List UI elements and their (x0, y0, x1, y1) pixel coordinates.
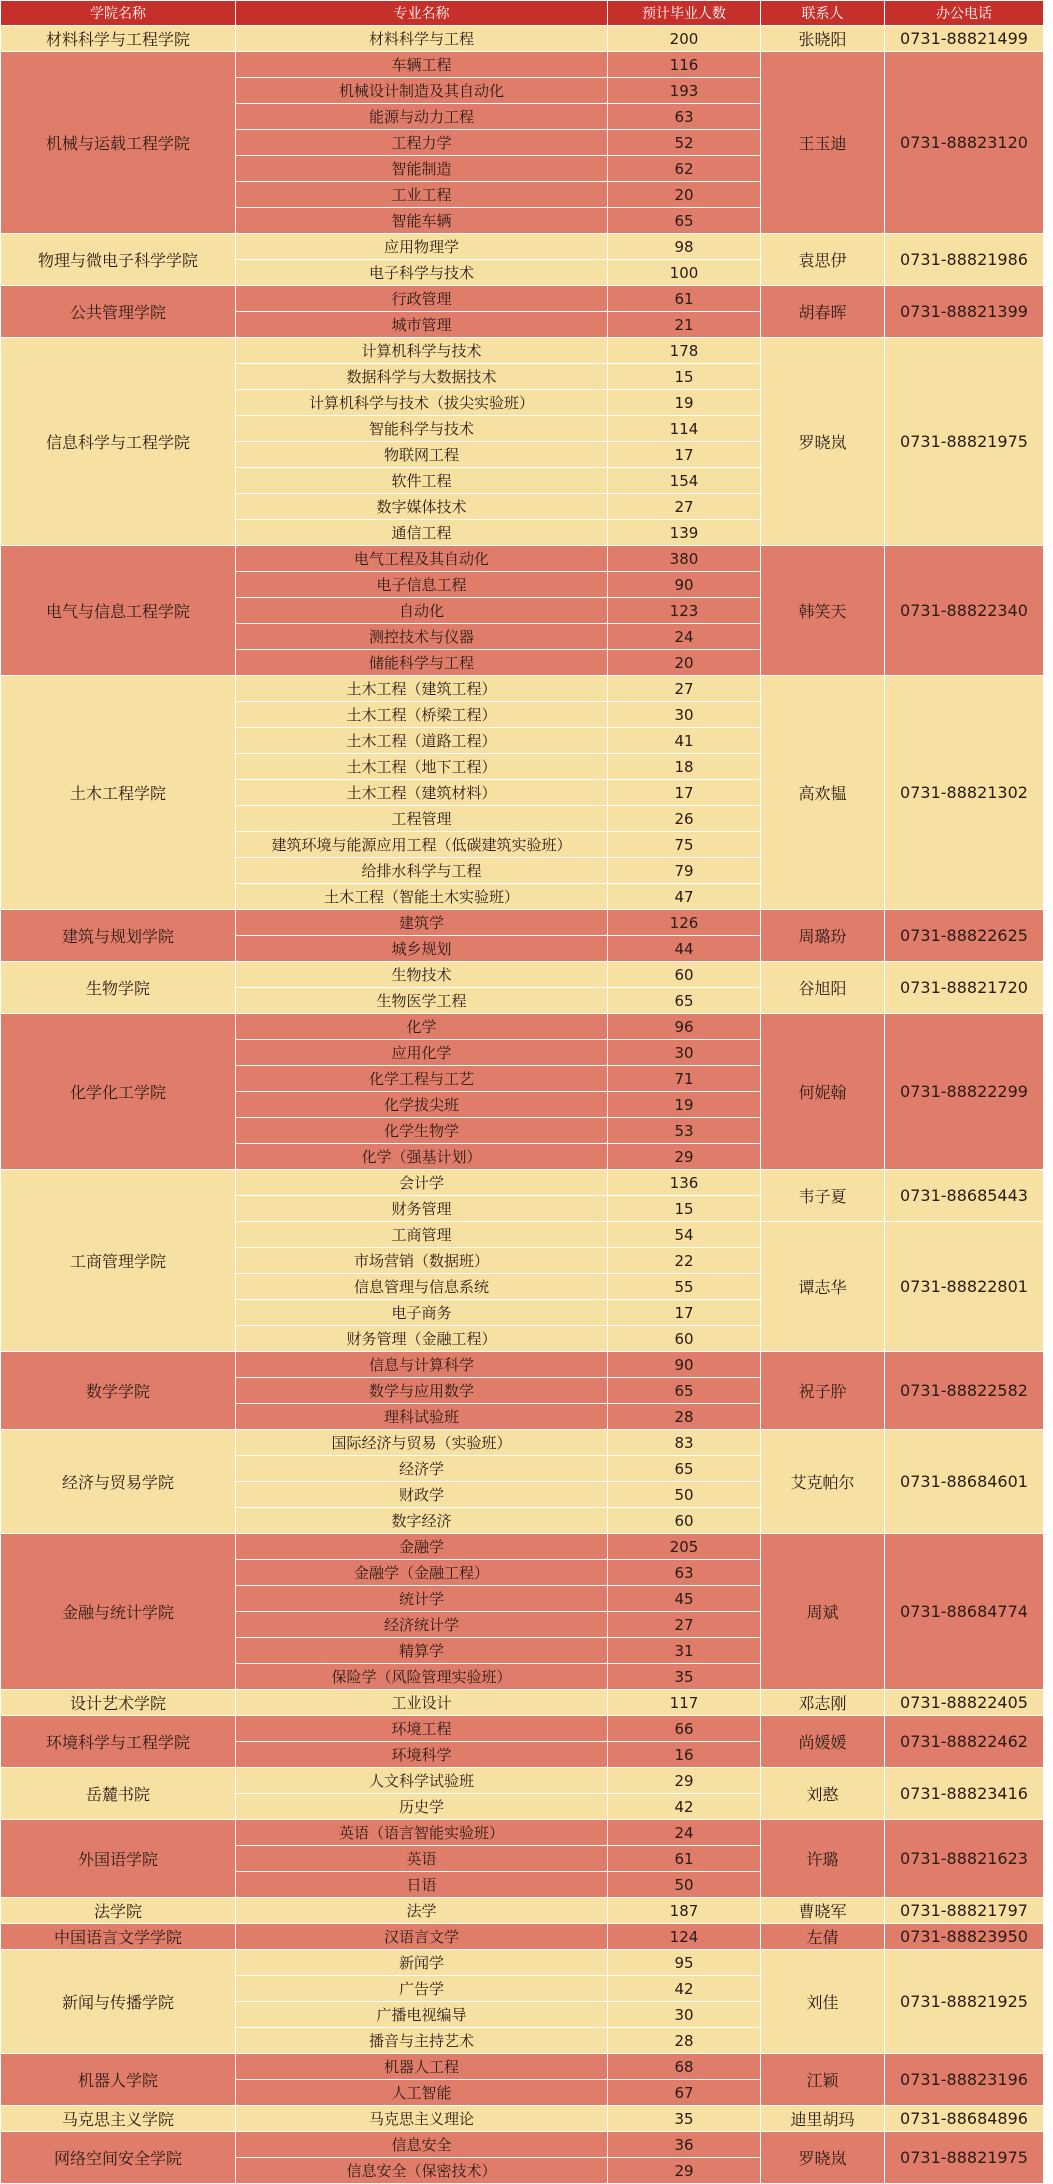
major-name-cell: 化学（强基计划） (236, 1144, 608, 1170)
graduate-count-cell: 30 (608, 702, 761, 728)
major-name-cell: 历史学 (236, 1794, 608, 1820)
graduate-count-cell: 100 (608, 260, 761, 286)
major-name-cell: 给排水科学与工程 (236, 858, 608, 884)
college-name-cell: 新闻与传播学院 (1, 1950, 236, 2054)
major-name-cell: 理科试验班 (236, 1404, 608, 1430)
graduate-count-cell: 60 (608, 1326, 761, 1352)
major-name-cell: 播音与主持艺术 (236, 2028, 608, 2054)
major-name-cell: 工程力学 (236, 130, 608, 156)
graduate-count-cell: 90 (608, 572, 761, 598)
table-row (1, 546, 1044, 572)
major-name-cell: 建筑环境与能源应用工程（低碳建筑实验班） (236, 832, 608, 858)
graduate-count-cell: 17 (608, 1300, 761, 1326)
major-name-cell: 能源与动力工程 (236, 104, 608, 130)
office-phone-cell: 0731-88684896 (885, 2106, 1044, 2132)
major-name-cell: 化学生物学 (236, 1118, 608, 1144)
table-row (1, 962, 1044, 988)
graduate-count-cell: 19 (608, 390, 761, 416)
header-college: 学院名称 (1, 1, 236, 26)
college-name-cell: 生物学院 (1, 962, 236, 1014)
college-name-cell: 设计艺术学院 (1, 1690, 236, 1716)
graduate-count-cell: 178 (608, 338, 761, 364)
major-name-cell: 电子信息工程 (236, 572, 608, 598)
graduate-count-cell: 27 (608, 1612, 761, 1638)
major-name-cell: 工程管理 (236, 806, 608, 832)
college-name-cell: 信息科学与工程学院 (1, 338, 236, 546)
major-name-cell: 化学工程与工艺 (236, 1066, 608, 1092)
major-name-cell: 英语 (236, 1846, 608, 1872)
graduate-count-cell: 116 (608, 52, 761, 78)
graduate-count-cell: 24 (608, 624, 761, 650)
graduate-count-cell: 63 (608, 104, 761, 130)
table-row (1, 1014, 1044, 1040)
college-name-cell: 土木工程学院 (1, 676, 236, 910)
graduate-count-cell: 83 (608, 1430, 761, 1456)
major-name-cell: 马克思主义理论 (236, 2106, 608, 2132)
major-name-cell: 人工智能 (236, 2080, 608, 2106)
table-row (1, 676, 1044, 702)
major-name-cell: 计算机科学与技术（拔尖实验班） (236, 390, 608, 416)
major-name-cell: 法学 (236, 1898, 608, 1924)
graduate-count-cell: 187 (608, 1898, 761, 1924)
office-phone-cell: 0731-88822625 (885, 910, 1044, 962)
college-name-cell: 数学学院 (1, 1352, 236, 1430)
contact-name-cell: 罗晓岚 (761, 338, 885, 546)
graduate-count-cell: 54 (608, 1222, 761, 1248)
office-phone-cell: 0731-88821975 (885, 2132, 1044, 2184)
graduate-count-cell: 65 (608, 1378, 761, 1404)
office-phone-cell: 0731-88822340 (885, 546, 1044, 676)
table-row (1, 286, 1044, 312)
graduate-count-cell: 75 (608, 832, 761, 858)
major-name-cell: 机器人工程 (236, 2054, 608, 2080)
graduate-count-cell: 61 (608, 286, 761, 312)
major-name-cell: 财政学 (236, 1482, 608, 1508)
office-phone-cell: 0731-88822801 (885, 1222, 1044, 1352)
major-name-cell: 电气工程及其自动化 (236, 546, 608, 572)
major-name-cell: 土木工程（建筑材料） (236, 780, 608, 806)
graduate-count-cell: 117 (608, 1690, 761, 1716)
graduate-count-cell: 193 (608, 78, 761, 104)
college-name-cell: 马克思主义学院 (1, 2106, 236, 2132)
contact-name-cell: 祝子肸 (761, 1352, 885, 1430)
graduate-count-cell: 136 (608, 1170, 761, 1196)
major-name-cell: 信息安全 (236, 2132, 608, 2158)
major-name-cell: 电子商务 (236, 1300, 608, 1326)
table-row (1, 2132, 1044, 2158)
major-name-cell: 广播电视编导 (236, 2002, 608, 2028)
graduate-count-cell: 17 (608, 780, 761, 806)
graduate-count-cell: 123 (608, 598, 761, 624)
contact-name-cell: 曹晓军 (761, 1898, 885, 1924)
graduate-count-cell: 50 (608, 1872, 761, 1898)
college-name-cell: 材料科学与工程学院 (1, 26, 236, 52)
major-name-cell: 储能科学与工程 (236, 650, 608, 676)
major-name-cell: 机械设计制造及其自动化 (236, 78, 608, 104)
office-phone-cell: 0731-88821399 (885, 286, 1044, 338)
graduate-count-cell: 16 (608, 1742, 761, 1768)
major-name-cell: 会计学 (236, 1170, 608, 1196)
major-name-cell: 化学拔尖班 (236, 1092, 608, 1118)
college-name-cell: 物理与微电子科学学院 (1, 234, 236, 286)
table-row (1, 1924, 1044, 1950)
graduate-count-cell: 205 (608, 1534, 761, 1560)
graduate-count-cell: 71 (608, 1066, 761, 1092)
major-name-cell: 电子科学与技术 (236, 260, 608, 286)
college-name-cell: 经济与贸易学院 (1, 1430, 236, 1534)
office-phone-cell: 0731-88823950 (885, 1924, 1044, 1950)
major-name-cell: 物联网工程 (236, 442, 608, 468)
major-name-cell: 土木工程（道路工程） (236, 728, 608, 754)
graduate-count-cell: 98 (608, 234, 761, 260)
header-row (1, 1, 1044, 26)
college-name-cell: 法学院 (1, 1898, 236, 1924)
graduate-count-cell: 124 (608, 1924, 761, 1950)
graduate-count-cell: 139 (608, 520, 761, 546)
major-name-cell: 工商管理 (236, 1222, 608, 1248)
major-name-cell: 环境科学 (236, 1742, 608, 1768)
graduate-count-cell: 35 (608, 1664, 761, 1690)
college-name-cell: 外国语学院 (1, 1820, 236, 1898)
graduate-count-cell: 66 (608, 1716, 761, 1742)
contact-name-cell: 迪里胡玛 (761, 2106, 885, 2132)
major-name-cell: 财务管理（金融工程） (236, 1326, 608, 1352)
table-row (1, 1820, 1044, 1846)
graduate-count-cell: 24 (608, 1820, 761, 1846)
major-name-cell: 生物技术 (236, 962, 608, 988)
contact-name-cell: 周斌 (761, 1534, 885, 1690)
graduate-count-cell: 47 (608, 884, 761, 910)
major-name-cell: 经济统计学 (236, 1612, 608, 1638)
contact-name-cell: 韦子夏 (761, 1170, 885, 1222)
table-row (1, 1898, 1044, 1924)
graduate-count-cell: 31 (608, 1638, 761, 1664)
contact-name-cell: 尚媛媛 (761, 1716, 885, 1768)
graduate-count-cell: 28 (608, 2028, 761, 2054)
office-phone-cell: 0731-88821797 (885, 1898, 1044, 1924)
table-row (1, 1950, 1044, 1976)
graduate-count-cell: 60 (608, 962, 761, 988)
table-row (1, 1768, 1044, 1794)
major-name-cell: 车辆工程 (236, 52, 608, 78)
contact-name-cell: 许璐 (761, 1820, 885, 1898)
graduate-count-cell: 55 (608, 1274, 761, 1300)
major-name-cell: 英语（语言智能实验班） (236, 1820, 608, 1846)
college-name-cell: 岳麓书院 (1, 1768, 236, 1820)
office-phone-cell: 0731-88684601 (885, 1430, 1044, 1534)
graduate-count-cell: 68 (608, 2054, 761, 2080)
major-name-cell: 材料科学与工程 (236, 26, 608, 52)
graduate-count-cell: 95 (608, 1950, 761, 1976)
contact-name-cell: 胡春晖 (761, 286, 885, 338)
major-name-cell: 自动化 (236, 598, 608, 624)
office-phone-cell: 0731-88821986 (885, 234, 1044, 286)
major-name-cell: 土木工程（地下工程） (236, 754, 608, 780)
major-name-cell: 精算学 (236, 1638, 608, 1664)
graduate-count-cell: 60 (608, 1508, 761, 1534)
graduate-count-cell: 62 (608, 156, 761, 182)
major-name-cell: 新闻学 (236, 1950, 608, 1976)
major-name-cell: 通信工程 (236, 520, 608, 546)
college-name-cell: 环境科学与工程学院 (1, 1716, 236, 1768)
college-name-cell: 中国语言文学学院 (1, 1924, 236, 1950)
major-name-cell: 数字经济 (236, 1508, 608, 1534)
major-name-cell: 金融学（金融工程） (236, 1560, 608, 1586)
graduate-count-cell: 27 (608, 494, 761, 520)
graduate-count-cell: 53 (608, 1118, 761, 1144)
graduate-count-cell: 63 (608, 1560, 761, 1586)
office-phone-cell: 0731-88821302 (885, 676, 1044, 910)
graduate-count-cell: 21 (608, 312, 761, 338)
major-name-cell: 智能科学与技术 (236, 416, 608, 442)
table-row (1, 910, 1044, 936)
graduate-count-cell: 65 (608, 1456, 761, 1482)
office-phone-cell: 0731-88821925 (885, 1950, 1044, 2054)
contact-name-cell: 周璐玢 (761, 910, 885, 962)
graduate-count-cell: 20 (608, 182, 761, 208)
table-row (1, 1430, 1044, 1456)
graduate-count-cell: 90 (608, 1352, 761, 1378)
major-name-cell: 数据科学与大数据技术 (236, 364, 608, 390)
major-name-cell: 城市管理 (236, 312, 608, 338)
graduate-count-cell: 18 (608, 754, 761, 780)
major-name-cell: 统计学 (236, 1586, 608, 1612)
graduate-count-cell: 154 (608, 468, 761, 494)
graduate-count-cell: 45 (608, 1586, 761, 1612)
graduate-count-cell: 29 (608, 1144, 761, 1170)
table-row (1, 1690, 1044, 1716)
office-phone-cell: 0731-88821499 (885, 26, 1044, 52)
major-name-cell: 信息与计算科学 (236, 1352, 608, 1378)
major-name-cell: 数学与应用数学 (236, 1378, 608, 1404)
graduate-count-cell: 15 (608, 364, 761, 390)
major-name-cell: 财务管理 (236, 1196, 608, 1222)
graduate-count-cell: 28 (608, 1404, 761, 1430)
major-name-cell: 土木工程（桥梁工程） (236, 702, 608, 728)
table-row (1, 1534, 1044, 1560)
major-name-cell: 智能制造 (236, 156, 608, 182)
major-name-cell: 建筑学 (236, 910, 608, 936)
major-name-cell: 经济学 (236, 1456, 608, 1482)
contact-name-cell: 张晓阳 (761, 26, 885, 52)
graduate-count-cell: 50 (608, 1482, 761, 1508)
major-name-cell: 金融学 (236, 1534, 608, 1560)
header-count: 预计毕业人数 (608, 1, 761, 26)
major-name-cell: 智能车辆 (236, 208, 608, 234)
office-phone-cell: 0731-88822299 (885, 1014, 1044, 1170)
college-name-cell: 工商管理学院 (1, 1170, 236, 1352)
table-body (1, 26, 1044, 2184)
office-phone-cell: 0731-88685443 (885, 1170, 1044, 1222)
table-row (1, 2106, 1044, 2132)
table-row (1, 234, 1044, 260)
college-name-cell: 机器人学院 (1, 2054, 236, 2106)
table-row (1, 2054, 1044, 2080)
contact-name-cell: 谭志华 (761, 1222, 885, 1352)
major-name-cell: 测控技术与仪器 (236, 624, 608, 650)
major-name-cell: 国际经济与贸易（实验班） (236, 1430, 608, 1456)
college-name-cell: 机械与运载工程学院 (1, 52, 236, 234)
graduate-count-cell: 67 (608, 2080, 761, 2106)
graduate-count-cell: 65 (608, 988, 761, 1014)
major-name-cell: 工业工程 (236, 182, 608, 208)
office-phone-cell: 0731-88823416 (885, 1768, 1044, 1820)
table-row (1, 1170, 1044, 1196)
header-contact: 联系人 (761, 1, 885, 26)
graduate-count-cell: 27 (608, 676, 761, 702)
graduate-count-cell: 65 (608, 208, 761, 234)
contact-name-cell: 江颖 (761, 2054, 885, 2106)
graduate-count-cell: 79 (608, 858, 761, 884)
graduate-count-cell: 29 (608, 2158, 761, 2184)
office-phone-cell: 0731-88822462 (885, 1716, 1044, 1768)
graduate-count-cell: 30 (608, 2002, 761, 2028)
major-name-cell: 生物医学工程 (236, 988, 608, 1014)
table-row (1, 26, 1044, 52)
graduate-count-cell: 42 (608, 1794, 761, 1820)
major-name-cell: 信息安全（保密技术） (236, 2158, 608, 2184)
college-name-cell: 网络空间安全学院 (1, 2132, 236, 2184)
major-name-cell: 数字媒体技术 (236, 494, 608, 520)
college-name-cell: 建筑与规划学院 (1, 910, 236, 962)
graduate-count-cell: 35 (608, 2106, 761, 2132)
graduate-count-cell: 17 (608, 442, 761, 468)
contact-name-cell: 罗晓岚 (761, 2132, 885, 2184)
major-name-cell: 广告学 (236, 1976, 608, 2002)
office-phone-cell: 0731-88823196 (885, 2054, 1044, 2106)
graduate-count-cell: 19 (608, 1092, 761, 1118)
major-name-cell: 信息管理与信息系统 (236, 1274, 608, 1300)
contact-name-cell: 左倩 (761, 1924, 885, 1950)
office-phone-cell: 0731-88684774 (885, 1534, 1044, 1690)
major-name-cell: 土木工程（智能土木实验班） (236, 884, 608, 910)
office-phone-cell: 0731-88821720 (885, 962, 1044, 1014)
college-name-cell: 化学化工学院 (1, 1014, 236, 1170)
contact-name-cell: 邓志刚 (761, 1690, 885, 1716)
major-name-cell: 行政管理 (236, 286, 608, 312)
contact-name-cell: 高欢韫 (761, 676, 885, 910)
graduate-count-cell: 41 (608, 728, 761, 754)
contact-name-cell: 何妮翰 (761, 1014, 885, 1170)
graduate-count-cell: 15 (608, 1196, 761, 1222)
header-phone: 办公电话 (885, 1, 1044, 26)
graduate-count-cell: 36 (608, 2132, 761, 2158)
office-phone-cell: 0731-88822582 (885, 1352, 1044, 1430)
contact-name-cell: 韩笑天 (761, 546, 885, 676)
major-name-cell: 土木工程（建筑工程） (236, 676, 608, 702)
contact-name-cell: 谷旭阳 (761, 962, 885, 1014)
major-name-cell: 人文科学试验班 (236, 1768, 608, 1794)
table-row (1, 1716, 1044, 1742)
graduate-count-cell: 44 (608, 936, 761, 962)
graduate-count-cell: 20 (608, 650, 761, 676)
college-name-cell: 金融与统计学院 (1, 1534, 236, 1690)
office-phone-cell: 0731-88821623 (885, 1820, 1044, 1898)
graduate-count-cell: 29 (608, 1768, 761, 1794)
major-name-cell: 汉语言文学 (236, 1924, 608, 1950)
major-name-cell: 应用化学 (236, 1040, 608, 1066)
table-row (1, 52, 1044, 78)
contact-name-cell: 刘佳 (761, 1950, 885, 2054)
major-name-cell: 城乡规划 (236, 936, 608, 962)
major-name-cell: 保险学（风险管理实验班） (236, 1664, 608, 1690)
graduate-count-cell: 96 (608, 1014, 761, 1040)
major-name-cell: 应用物理学 (236, 234, 608, 260)
office-phone-cell: 0731-88821975 (885, 338, 1044, 546)
graduate-count-cell: 126 (608, 910, 761, 936)
graduate-count-cell: 200 (608, 26, 761, 52)
college-name-cell: 公共管理学院 (1, 286, 236, 338)
graduate-count-cell: 26 (608, 806, 761, 832)
table-row (1, 1352, 1044, 1378)
contact-name-cell: 袁思伊 (761, 234, 885, 286)
graduate-count-cell: 52 (608, 130, 761, 156)
header-major: 专业名称 (236, 1, 608, 26)
graduate-count-cell: 380 (608, 546, 761, 572)
graduate-count-cell: 22 (608, 1248, 761, 1274)
major-name-cell: 软件工程 (236, 468, 608, 494)
college-name-cell: 电气与信息工程学院 (1, 546, 236, 676)
office-phone-cell: 0731-88823120 (885, 52, 1044, 234)
office-phone-cell: 0731-88822405 (885, 1690, 1044, 1716)
major-name-cell: 环境工程 (236, 1716, 608, 1742)
major-name-cell: 计算机科学与技术 (236, 338, 608, 364)
contact-name-cell: 王玉迪 (761, 52, 885, 234)
major-name-cell: 工业设计 (236, 1690, 608, 1716)
major-name-cell: 化学 (236, 1014, 608, 1040)
table-row (1, 338, 1044, 364)
major-name-cell: 日语 (236, 1872, 608, 1898)
contact-name-cell: 艾克帕尔 (761, 1430, 885, 1534)
major-name-cell: 市场营销（数据班） (236, 1248, 608, 1274)
graduate-count-cell: 30 (608, 1040, 761, 1066)
graduate-count-cell: 61 (608, 1846, 761, 1872)
contact-name-cell: 刘憨 (761, 1768, 885, 1820)
graduate-count-cell: 42 (608, 1976, 761, 2002)
graduate-count-cell: 114 (608, 416, 761, 442)
